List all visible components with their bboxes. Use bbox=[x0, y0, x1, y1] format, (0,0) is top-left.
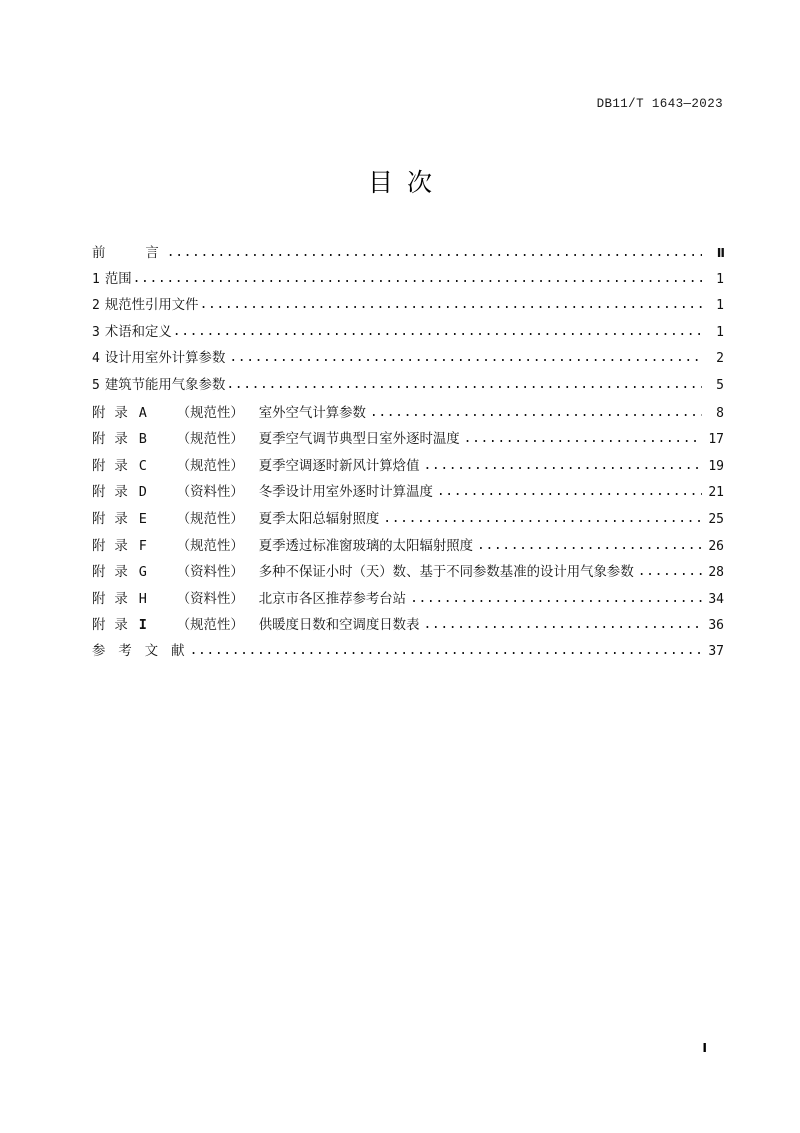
toc-entry-number: 3 bbox=[92, 324, 100, 340]
annex-kind: （资料性） bbox=[176, 485, 244, 501]
toc-entry-label: 范围 bbox=[104, 271, 132, 287]
dot-leader bbox=[477, 533, 702, 560]
annex-letter: D bbox=[138, 484, 147, 501]
annex-letter: E bbox=[138, 510, 147, 527]
dot-leader bbox=[229, 345, 702, 372]
toc-entry-page: 1 bbox=[716, 324, 724, 340]
dot-leader bbox=[437, 479, 702, 506]
toc-entry-page: II bbox=[716, 245, 724, 260]
annex-kind: （资料性） bbox=[176, 565, 244, 581]
annex-word: 附录 bbox=[92, 511, 137, 527]
annex-letter: H bbox=[138, 590, 147, 607]
dot-leader bbox=[410, 586, 702, 613]
toc-entry-clause-1[interactable] bbox=[92, 267, 724, 294]
toc-entry-page: 8 bbox=[716, 405, 724, 421]
dot-leader bbox=[226, 372, 702, 399]
annex-letter: F bbox=[138, 537, 147, 554]
toc-entry-label: 设计用室外计算参数 bbox=[104, 351, 226, 367]
annex-word: 附录 bbox=[92, 485, 137, 501]
toc-entry-page: 5 bbox=[716, 377, 724, 393]
annex-word: 附录 bbox=[92, 618, 137, 634]
toc-entry-page: 2 bbox=[716, 351, 724, 367]
annex-word: 附录 bbox=[92, 591, 137, 607]
dot-leader bbox=[383, 506, 702, 533]
dot-leader bbox=[190, 638, 702, 665]
toc-entry-label: 夏季空气调节典型日室外逐时温度 bbox=[258, 432, 460, 448]
toc-entry-annex-h[interactable] bbox=[92, 586, 724, 613]
toc-entry-page: 19 bbox=[708, 458, 724, 474]
toc-entry-clause-5[interactable] bbox=[92, 373, 724, 400]
toc-entry-clause-3[interactable] bbox=[92, 320, 724, 347]
toc-entry-page: 21 bbox=[708, 485, 724, 501]
toc-entry-label: 前言 bbox=[92, 246, 199, 261]
table-of-contents bbox=[92, 240, 724, 666]
dot-leader bbox=[167, 240, 702, 267]
toc-entry-number: 5 bbox=[92, 377, 100, 393]
toc-entry-label: 建筑节能用气象参数 bbox=[104, 377, 226, 393]
toc-entry-annex-b[interactable] bbox=[92, 426, 724, 453]
toc-entry-annex-d[interactable] bbox=[92, 479, 724, 506]
toc-entry-label: 参考文献 bbox=[92, 643, 198, 659]
toc-entry-label: 规范性引用文件 bbox=[104, 298, 199, 314]
toc-entry-label: 北京市各区推荐参考台站 bbox=[258, 591, 407, 607]
toc-entry-page: 37 bbox=[708, 643, 724, 659]
toc-entry-clause-4[interactable] bbox=[92, 346, 724, 373]
annex-kind: （规范性） bbox=[176, 618, 244, 634]
dot-leader bbox=[370, 400, 702, 427]
dot-leader bbox=[638, 559, 702, 586]
toc-entry-page: 17 bbox=[708, 432, 724, 448]
annex-letter: C bbox=[138, 457, 147, 474]
dot-leader bbox=[423, 453, 702, 480]
toc-entry-annex-e[interactable] bbox=[92, 506, 724, 533]
toc-entry-annex-f[interactable] bbox=[92, 533, 724, 560]
toc-entry-label: 夏季透过标准窗玻璃的太阳辐射照度 bbox=[258, 538, 474, 554]
annex-letter: G bbox=[138, 564, 147, 581]
standard-code-header: DB11/T 1643—2023 bbox=[596, 97, 723, 111]
toc-entry-number: 2 bbox=[92, 298, 100, 314]
toc-entry-page: 1 bbox=[716, 298, 724, 314]
annex-letter: I bbox=[138, 617, 147, 634]
annex-letter: A bbox=[138, 404, 147, 421]
annex-kind: （规范性） bbox=[176, 458, 244, 474]
annex-kind: （规范性） bbox=[176, 538, 244, 554]
dot-leader bbox=[133, 266, 702, 293]
toc-entry-label: 夏季太阳总辐射照度 bbox=[258, 511, 380, 527]
toc-entry-page: 26 bbox=[708, 538, 724, 554]
toc-entry-number: 1 bbox=[92, 271, 100, 287]
annex-word: 附录 bbox=[92, 432, 137, 448]
dot-leader bbox=[200, 292, 702, 319]
annex-word: 附录 bbox=[92, 565, 137, 581]
annex-kind: （规范性） bbox=[176, 511, 244, 527]
toc-entry-page: 36 bbox=[708, 618, 724, 634]
annex-kind: （资料性） bbox=[176, 591, 244, 607]
toc-entry-label: 冬季设计用室外逐时计算温度 bbox=[258, 485, 433, 501]
toc-entry-foreword[interactable] bbox=[92, 240, 724, 267]
annex-word: 附录 bbox=[92, 458, 137, 474]
toc-entry-references[interactable] bbox=[92, 639, 724, 666]
toc-entry-label: 夏季空调逐时新风计算焓值 bbox=[258, 458, 420, 474]
annex-letter: B bbox=[138, 431, 147, 448]
toc-entry-annex-i[interactable] bbox=[92, 612, 724, 639]
toc-entry-annex-a[interactable] bbox=[92, 400, 724, 427]
toc-entry-page: 34 bbox=[708, 591, 724, 607]
dot-leader bbox=[423, 612, 702, 639]
toc-entry-number: 4 bbox=[92, 351, 100, 367]
annex-word: 附录 bbox=[92, 538, 137, 554]
toc-entry-annex-c[interactable] bbox=[92, 453, 724, 480]
toc-entry-page: 25 bbox=[708, 511, 724, 527]
toc-entry-label: 术语和定义 bbox=[104, 324, 172, 340]
annex-word: 附录 bbox=[92, 405, 137, 421]
toc-entry-label: 室外空气计算参数 bbox=[258, 405, 366, 421]
toc-entry-annex-g[interactable] bbox=[92, 559, 724, 586]
page-title: 目次 bbox=[367, 168, 446, 197]
annex-kind: （规范性） bbox=[176, 405, 244, 421]
dot-leader bbox=[173, 319, 702, 346]
annex-kind: （规范性） bbox=[176, 432, 244, 448]
toc-entry-page: 28 bbox=[708, 565, 724, 581]
toc-entry-label: 多种不保证小时（天）数、基于不同参数基准的设计用气象参数 bbox=[258, 565, 634, 581]
toc-entry-page: 1 bbox=[716, 271, 724, 287]
dot-leader bbox=[464, 426, 702, 453]
toc-entry-label: 供暖度日数和空调度日数表 bbox=[258, 618, 420, 634]
toc-entry-clause-2[interactable] bbox=[92, 293, 724, 320]
footer-page-number: I bbox=[702, 1040, 707, 1055]
